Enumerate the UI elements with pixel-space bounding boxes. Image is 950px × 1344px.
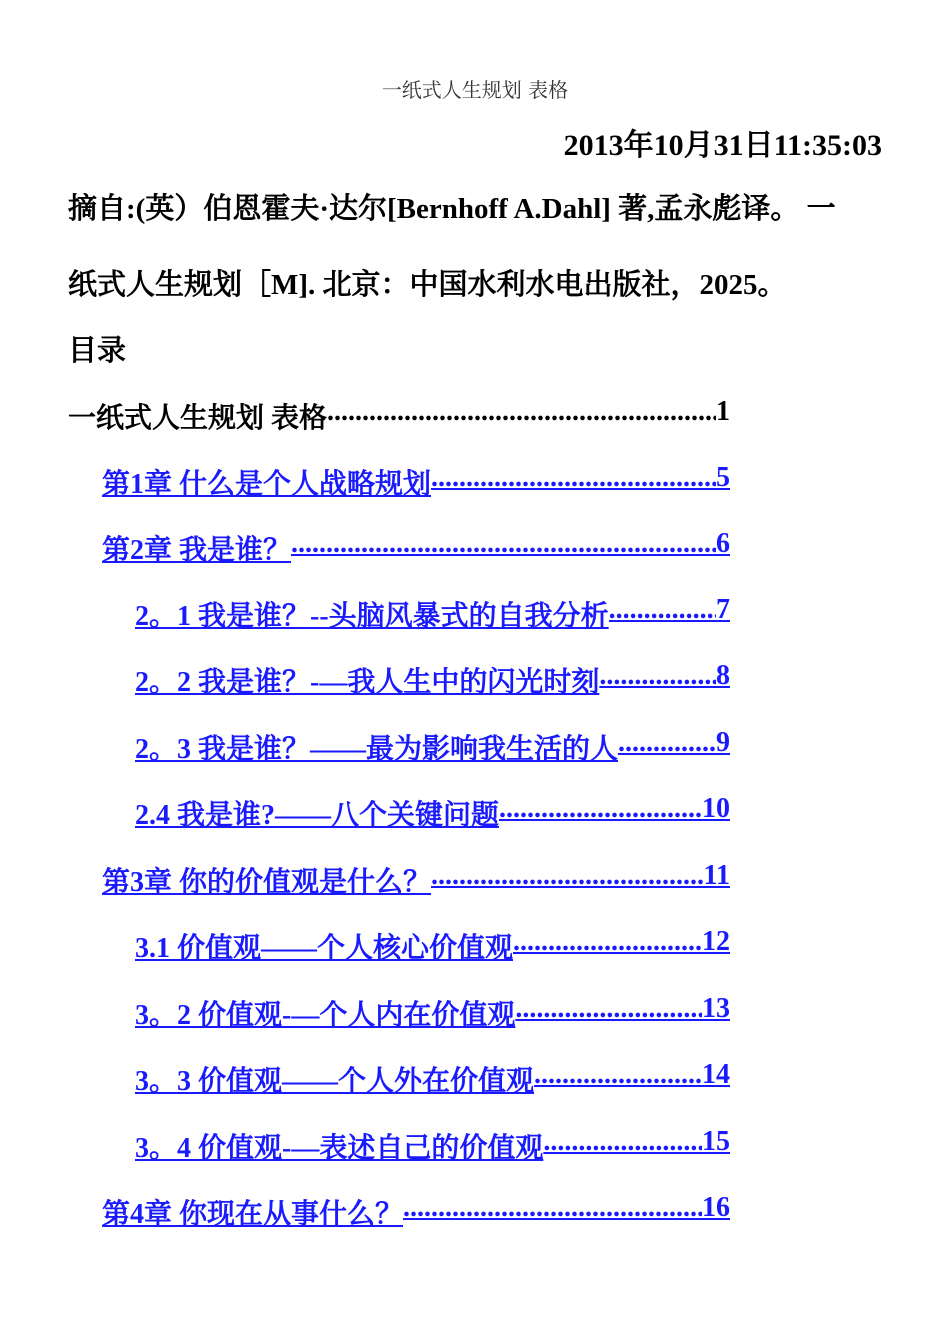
toc-leader (515, 993, 702, 1033)
page-header: 一纸式人生规划 表格 (381, 78, 569, 102)
toc-entry-page: 13 (702, 993, 730, 1024)
timestamp: 2013年10月31日11:35:03 (563, 129, 882, 162)
toc-entry-page: 1 (716, 396, 730, 427)
toc-link[interactable] (135, 1126, 730, 1166)
toc-entry-page: 5 (716, 462, 730, 493)
toc-leader (499, 793, 702, 833)
toc-entry-title: 2。1 我是谁？--头脑风暴式的自我分析 (135, 601, 609, 632)
toc-entry-title: 3。3 价值观——个人外在价值观 (135, 1066, 535, 1097)
toc-link[interactable] (102, 1192, 730, 1232)
toc-leader (599, 660, 716, 700)
toc-entry-page: 16 (702, 1192, 730, 1223)
toc-entry-title: 一纸式人生规划 表格 (68, 403, 328, 434)
toc-link[interactable] (102, 860, 730, 900)
toc-leader (431, 462, 716, 502)
toc-link[interactable] (135, 594, 730, 634)
toc-entry-title: 2。3 我是谁？——最为影响我生活的人 (135, 734, 619, 765)
toc-link[interactable] (102, 462, 730, 502)
toc-leader (403, 1192, 702, 1232)
toc-link[interactable] (102, 528, 730, 568)
toc-entry-page: 9 (716, 727, 730, 758)
toc-leader (431, 860, 704, 900)
toc-entry (68, 396, 730, 436)
toc-link[interactable] (135, 1059, 730, 1099)
toc-entry-title: 2.4 我是谁?——八个关键问题 (135, 800, 500, 831)
toc-link[interactable] (135, 660, 730, 700)
toc-entry-title: 3。2 价值观-—个人内在价值观 (135, 1000, 516, 1031)
toc-leader (534, 1059, 702, 1099)
toc-entry-page: 8 (716, 660, 730, 691)
toc-leader (513, 926, 702, 966)
toc-entry-title: 第2章 我是谁？ (102, 535, 292, 566)
toc-entry-title: 3。4 价值观-—表述自己的价值观 (135, 1133, 544, 1164)
citation-line-2: 纸式人生规划［M]. 北京：中国水利水电出版社，2025。 (68, 269, 787, 301)
toc-entry-page: 11 (703, 860, 730, 891)
toc-entry-title: 第3章 你的价值观是什么？ (102, 867, 432, 898)
toc-leader (291, 528, 716, 568)
toc-entry-page: 7 (716, 594, 730, 625)
toc-entry-page: 12 (702, 926, 730, 957)
toc-entry-page: 15 (702, 1126, 730, 1157)
toc-entry-page: 10 (702, 793, 730, 824)
toc-heading: 目录 (68, 335, 127, 367)
toc-leader (609, 594, 716, 634)
toc-entry-page: 14 (702, 1059, 730, 1090)
toc-leader (327, 396, 716, 436)
toc-link[interactable] (135, 793, 730, 833)
toc-link[interactable] (135, 727, 730, 767)
toc-entry-title: 2。2 我是谁？-—我人生中的闪光时刻 (135, 667, 600, 698)
toc-entry-title: 3.1 价值观——个人核心价值观 (135, 933, 514, 964)
toc-entry-title: 第4章 你现在从事什么？ (102, 1199, 404, 1230)
toc-leader (543, 1126, 702, 1166)
citation-line-1: 摘自:(英）伯恩霍夫·达尔[Bernhoff A.Dahl] 著,孟永彪译。 一 (68, 193, 836, 225)
toc-entry-title: 第1章 什么是个人战略规划 (102, 469, 432, 500)
toc-link[interactable] (135, 993, 730, 1033)
toc-leader (618, 727, 716, 767)
toc-entry-page: 6 (716, 528, 730, 559)
toc-link[interactable] (135, 926, 730, 966)
